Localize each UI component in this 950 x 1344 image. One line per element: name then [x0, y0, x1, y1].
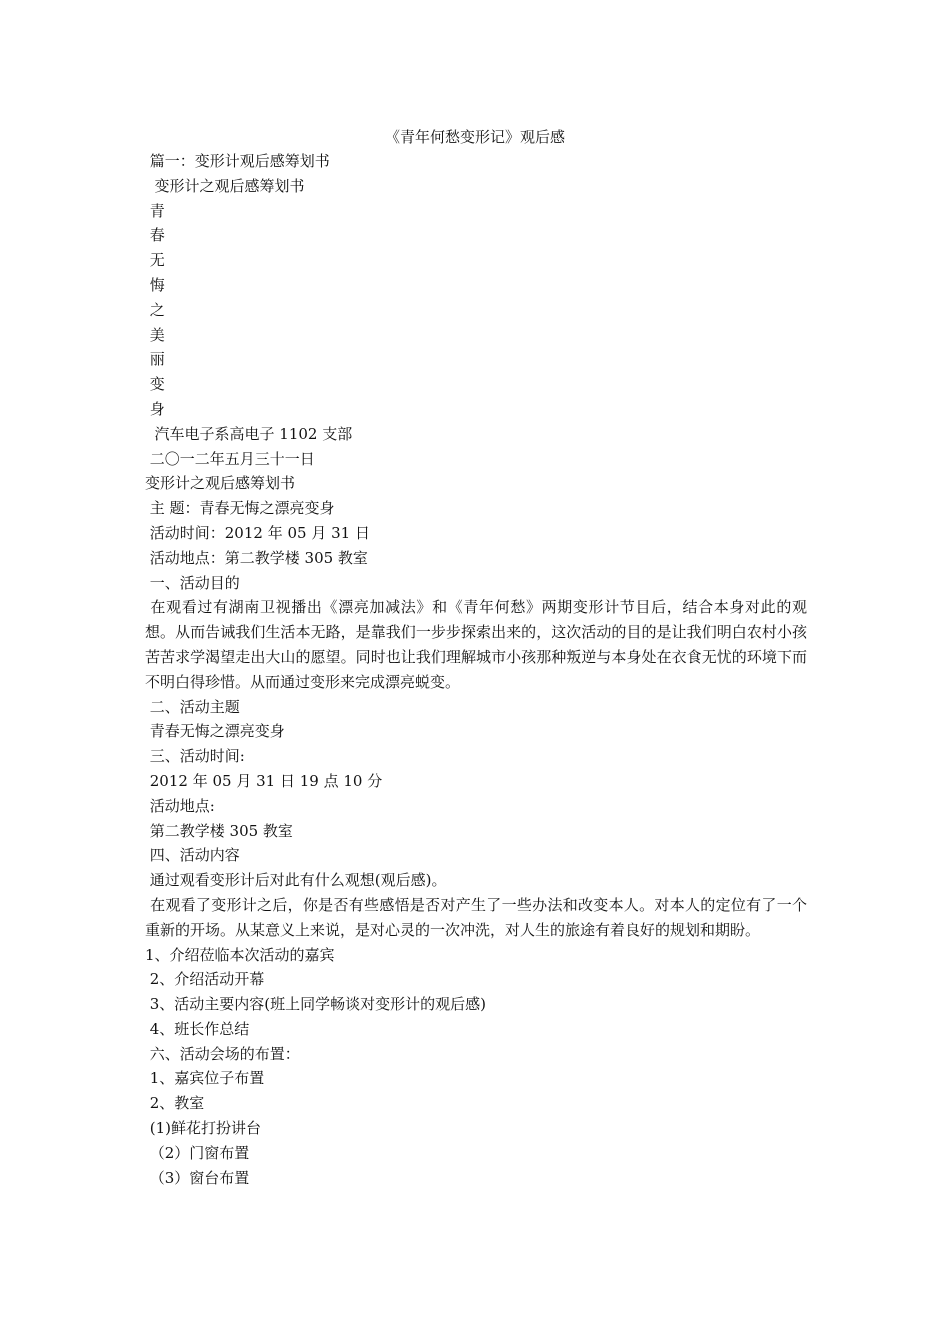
text-line: 身: [145, 399, 165, 418]
text-line: 汽车电子系高电子 1102 支部: [145, 424, 353, 443]
text-line: 变: [145, 375, 165, 394]
text-line: 一、活动目的: [145, 573, 240, 592]
text-line: 主 题：青春无悔之漂亮变身: [145, 499, 335, 518]
text-line: 变形计之观后感筹划书: [145, 474, 296, 493]
text-line: （3）窗台布置: [145, 1168, 250, 1187]
text-line: 2、介绍活动开幕: [145, 970, 265, 989]
text-line: 春: [145, 226, 165, 245]
text-line: 通过观看变形计后对此有什么观想(观后感)。: [145, 871, 447, 890]
text-line: 三、活动时间:: [145, 747, 245, 766]
text-line: 二、活动主题: [145, 697, 240, 716]
text-line: （2）门窗布置: [145, 1143, 250, 1162]
text-line: 青春无悔之漂亮变身: [145, 722, 285, 741]
text-line: 变形计之观后感筹划书: [145, 176, 305, 195]
text-line: 2、教室: [145, 1094, 205, 1113]
text-line: 美: [145, 325, 165, 344]
text-line: 四、活动内容: [145, 846, 240, 865]
text-line: 1、嘉宾位子布置: [145, 1069, 265, 1088]
text-paragraph: 在观看了变形计之后，你是否有些感悟是否对产生了一些办法和改变本人。对本人的定位有了一个重新的开场。从某意义上来说，是对心灵的一次冲洗，对人生的旅途有着良好的规划和期盼。: [145, 895, 807, 939]
document-body: [145, 149, 807, 1190]
text-line: (1)鲜花打扮讲台: [145, 1119, 262, 1138]
text-line: 无: [145, 251, 165, 270]
text-line: 丽: [145, 350, 165, 369]
text-line: 1、介绍莅临本次活动的嘉宾: [145, 945, 335, 964]
text-line: 青: [145, 201, 165, 220]
text-line: 六、活动会场的布置：: [145, 1044, 300, 1063]
text-line: 二〇一二年五月三十一日: [145, 449, 315, 468]
text-line: 之: [145, 300, 165, 319]
text-paragraph: 在观看过有湖南卫视播出《漂亮加减法》和《青年何愁》两期变形计节目后，结合本身对此的观想。从而告诫我们生活本无路，是靠我们一步步探索出来的，这次活动的目的是让我们明白农村小孩苦苦求学渴望走出大山的愿望。同时也让我们理解城市小孩那种叛逆与本身处在衣食无忧的环境下而不明白得珍惜。从而通过变形来完成漂亮蜕变。: [145, 598, 807, 691]
text-line: 悔: [145, 275, 165, 294]
text-line: 4、班长作总结: [145, 1019, 250, 1038]
document-title: 《青年何愁变形记》观后感: [384, 128, 565, 146]
text-line: 第二教学楼 305 教室: [145, 821, 293, 840]
text-line: 活动地点：第二教学楼 305 教室: [145, 548, 368, 567]
text-line: 2012 年 05 月 31 日 19 点 10 分: [145, 771, 383, 790]
text-line: 3、活动主要内容(班上同学畅谈对变形计的观后感): [145, 995, 487, 1014]
text-line: 篇一：变形计观后感筹划书: [145, 152, 330, 170]
text-line: 活动时间：2012 年 05 月 31 日: [145, 523, 370, 542]
text-line: 活动地点:: [145, 796, 215, 815]
